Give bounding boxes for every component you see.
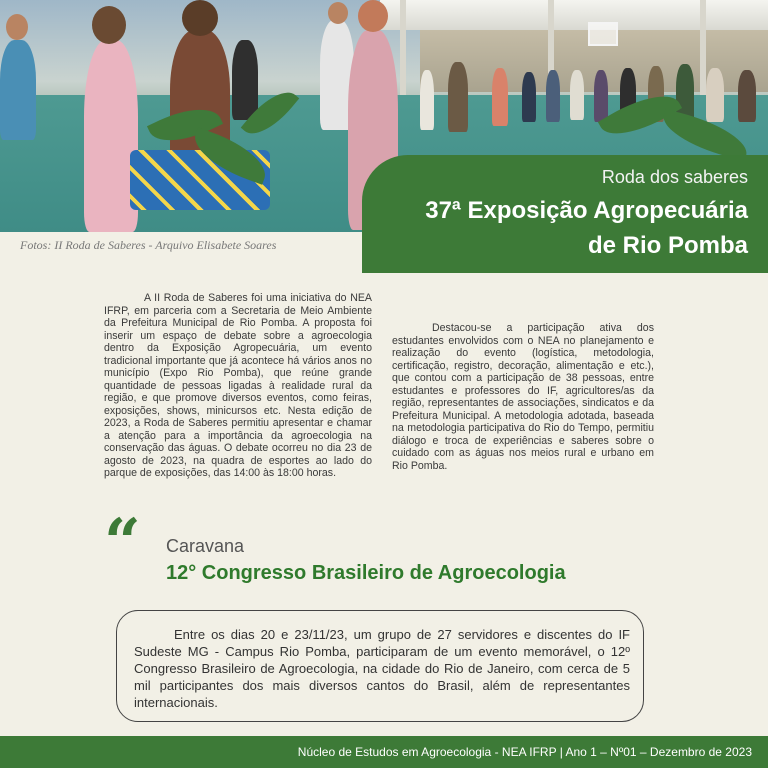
photo-head — [182, 0, 218, 36]
section-subtitle: Roda dos saberes — [601, 167, 748, 187]
photo-person — [546, 70, 560, 122]
title-block — [362, 155, 768, 273]
footer-bar — [0, 736, 768, 768]
page-title-line-2: de Rio Pomba — [587, 232, 748, 259]
photo-person — [706, 68, 724, 122]
photo-caption: Fotos: II Roda de Saberes - Arquivo Elisabete Soares — [20, 238, 277, 252]
page-title-line-1: 37ª Exposição Agropecuária — [425, 197, 748, 224]
photo-head — [92, 6, 126, 44]
photo-person — [738, 70, 756, 122]
article-left-paragraph: A II Roda de Saberes foi uma iniciativa do NEA IFRP, em parceria com a Secretaria de Meio Ambiente da Prefeitura Municipal de Rio Pomba. A proposta foi inserir um espaço de debate sobre a agroecologia dentro da Exposição Agropecuária, um evento tradicional importante que já acontece há vários anos no município (Expo Rio Pomba), que reúne grande quantidade de pessoas ligadas à realidade rural da região, e que promove diversos eventos, como feiras, exposições, shows, minicursos etc. Nesta edição de 2023, a Roda de Saberes permitiu apresentar e chamar a atenção para a importância da agroecologia na conservação das águas. O debate ocorreu no dia 23 de agosto de 2023, na quadra de esportes ao lado do parque de exposições, das 14:00 às 18:00 horas. — [104, 292, 372, 479]
photo-person — [492, 68, 508, 126]
photo-head — [328, 2, 348, 24]
photo-person — [448, 62, 468, 132]
photo-person — [420, 70, 434, 130]
footer-text: Núcleo de Estudos em Agroecologia - NEA IFRP | Ano 1 – Nº01 – Dezembro de 2023 — [297, 745, 752, 759]
quote-mark-icon: “ — [104, 505, 141, 580]
photo-head — [358, 0, 388, 32]
caravana-title: 12° Congresso Brasileiro de Agroecologia — [166, 562, 566, 584]
page-title — [425, 193, 748, 263]
photo-head — [6, 14, 28, 40]
article-right-paragraph: Destacou-se a participação ativa dos estudantes envolvidos com o NEA no planejamento e realização do evento (logística, metodologia, certificação, registro, decoração, alimentação e etc.), que contou com a participação de 38 pessoas, entre estudantes e professores do IF, agricultores/as da região, representantes de associações, sindicatos e da Prefeitura Municipal. A metodologia adotada, baseada na metodologia participativa do Rio do Tempo, permitiu diálogo e troca de experiências e saberes sobre o cuidado com as águas nos meios rural e urbano em Rio Pomba. — [392, 322, 654, 472]
photo-person — [594, 70, 608, 122]
photo-basketball-hoop — [588, 22, 618, 46]
photo-person — [232, 40, 258, 120]
photo-roof — [380, 0, 768, 30]
photo-person — [522, 72, 536, 122]
caravana-text: Entre os dias 20 e 23/11/23, um grupo de 27 servidores e discentes do IF Sudeste MG - Campus Rio Pomba, participaram de um evento memorável, o 12º Congresso Brasileiro de Agroecologia, na cidade do Rio de Janeiro, com cerca de 5 mil participantes dos mais diversos cantos do Brasil, além de representantes internacionais. — [134, 627, 630, 710]
caravana-label: Caravana — [166, 536, 245, 556]
photo-person — [570, 70, 584, 120]
photo-person — [0, 40, 36, 140]
